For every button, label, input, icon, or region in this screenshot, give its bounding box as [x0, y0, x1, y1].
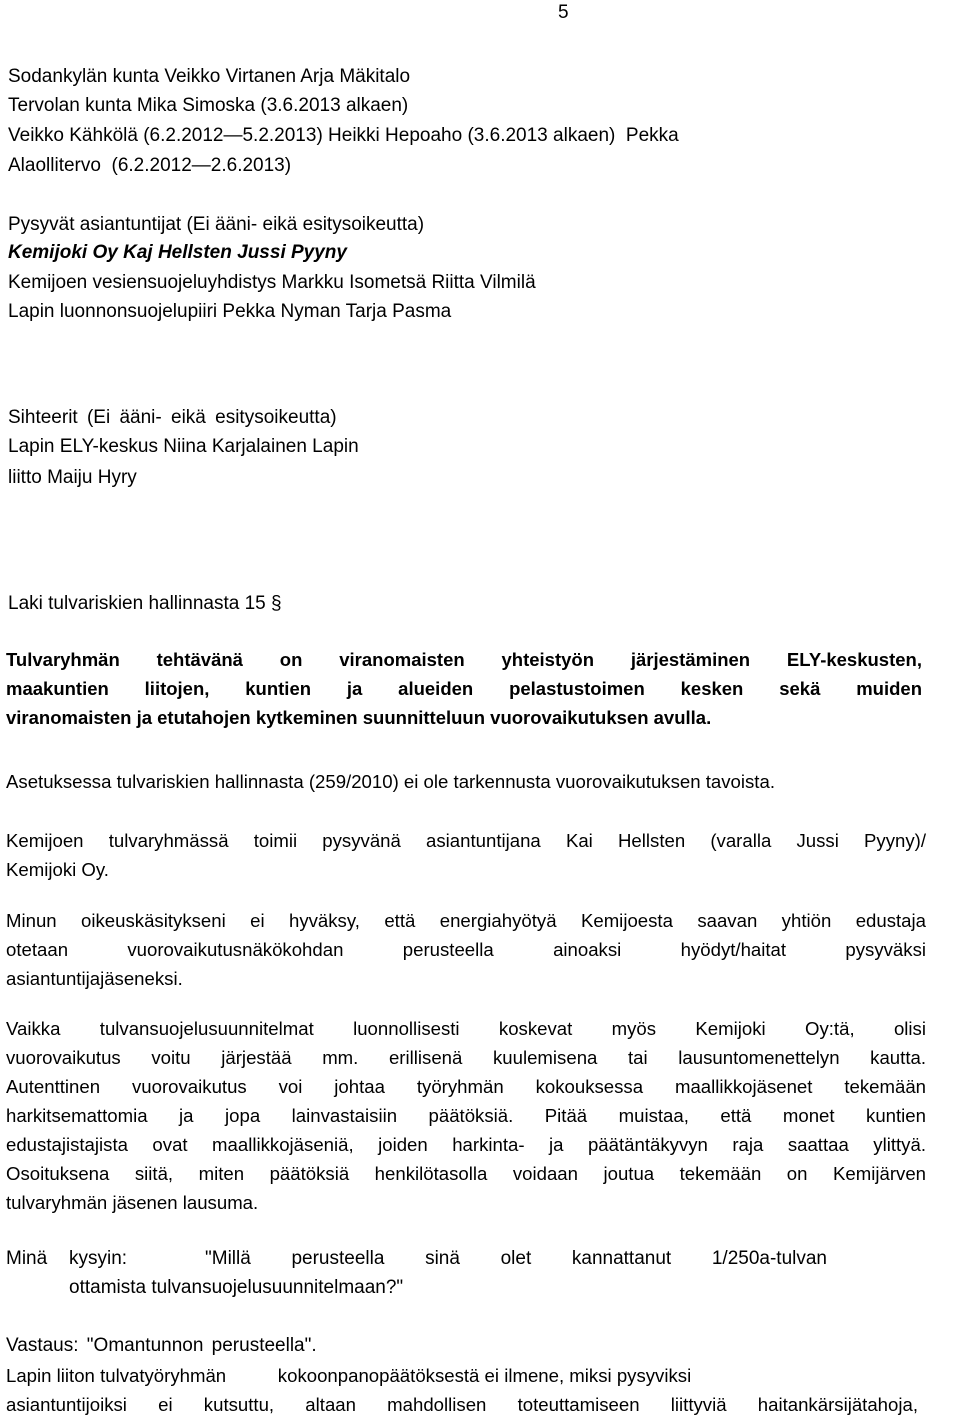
- secretaries-heading: Sihteerit (Ei ääni- eikä esitysoikeutta): [8, 407, 337, 428]
- vastaus: Vastaus: "Omantunnon perusteella".: [6, 1335, 317, 1356]
- paragraph-line: Osoituksena siitä, miten päätöksiä henkilötasolla voidaan joutua tekemään on Kemijärven: [6, 1163, 926, 1184]
- experts-vesiensuojelu: Kemijoen vesiensuojeluyhdistys Markku Isometsä Riitta Vilmilä: [8, 272, 536, 293]
- paragraph-line: Autenttinen vuorovaikutus voi johtaa työryhmän kokouksessa maallikkojäsenet tekemään: [6, 1076, 926, 1097]
- paragraph-line: vuorovaikutus voitu järjestää mm. erillisenä kuulemisena tai lausuntomenettelyn kautta.: [6, 1047, 926, 1068]
- mina-kysyin: kysyin:: [69, 1248, 128, 1269]
- paragraph-line: asiantuntijoiksi ei kutsuttu, altaan mahdollisen toteuttamiseen liittyviä haitankärsijätahoja,: [6, 1394, 918, 1415]
- paragraph-line: otetaan vuorovaikutusnäkökohdan perusteella ainoaksi hyödyt/haitat pysyväksi: [6, 939, 926, 960]
- kemijoen-paragraph: [6, 826, 926, 884]
- paragraph-line: Minun oikeuskäsitykseni ei hyväksy, että energiahyötyä Kemijoesta saavan yhtiön edustaja: [6, 910, 926, 931]
- members-line-4: Alaollitervo (6.2.2012—2.6.2013): [8, 155, 292, 176]
- law-text-line: maakuntien liitojen, kuntien ja alueiden pelastustoimen kesken sekä muiden: [6, 678, 922, 699]
- asetus-paragraph: Asetuksessa tulvariskien hallinnasta (259/2010) ei ole tarkennusta vuorovaikutuksen tavoista.: [6, 771, 775, 792]
- experts-luonnonsuojelu: Lapin luonnonsuojelupiiri Pekka Nyman Tarja Pasma: [8, 301, 452, 322]
- paragraph-line: Vaikka tulvansuojelusuunnitelmat luonnollisesti koskevat myös Kemijoki Oy:tä, olisi: [6, 1018, 926, 1039]
- paragraph-line: harkitsemattomia ja jopa lainvastaisiin päätöksiä. Pitää muistaa, että monet kuntien: [6, 1105, 926, 1126]
- law-text: [6, 645, 922, 732]
- secretaries-line-3: liitto Maiju Hyry: [8, 467, 137, 488]
- vaikka-paragraph: [6, 1014, 926, 1217]
- paragraph-line: Kemijoki Oy.: [6, 859, 109, 880]
- members-line-3: Veikko Kähkölä (6.2.2012—5.2.2013) Heikki Hepoaho (3.6.2013 alkaen) Pekka: [8, 125, 679, 146]
- law-text-line: viranomaisten ja etutahojen kytkeminen suunnitteluun vuorovaikutuksen avulla.: [6, 707, 712, 728]
- lapin-paragraph: [6, 1361, 918, 1419]
- experts-heading: Pysyvät asiantuntijat (Ei ääni- eikä esitysoikeutta): [8, 214, 425, 235]
- law-text-line: Tulvaryhmän tehtävänä on viranomaisten yhteistyön järjestäminen ELY-keskusten,: [6, 649, 922, 670]
- page-number: 5: [558, 2, 569, 23]
- paragraph-line: asiantuntijajäseneksi.: [6, 968, 183, 989]
- paragraph-line: tulvaryhmän jäsenen lausuma.: [6, 1192, 259, 1213]
- members-line-1: Sodankylän kunta Veikko Virtanen Arja Mäkitalo: [8, 66, 411, 87]
- experts-kemijoki: Kemijoki Oy Kaj Hellsten Jussi Pyyny: [8, 242, 347, 263]
- paragraph-line: Kemijoen tulvaryhmässä toimii pysyvänä asiantuntijana Kai Hellsten (varalla Jussi Pyyny)/: [6, 830, 926, 851]
- paragraph-line: Lapin liiton tulvatyöryhmän kokoonpanopäätöksestä ei ilmene, miksi pysyviksi: [6, 1365, 692, 1386]
- mina-question-line-2: ottamista tulvansuojelusuunnitelmaan?": [69, 1277, 404, 1298]
- secretaries-line-2: Lapin ELY-keskus Niina Karjalainen Lapin: [8, 436, 359, 457]
- mina-question-line-1: "Millä perusteella sinä olet kannattanut 1/250a-tulvan: [205, 1248, 827, 1269]
- mina-label: Minä: [6, 1248, 48, 1269]
- members-line-2: Tervolan kunta Mika Simoska (3.6.2013 alkaen): [8, 95, 409, 116]
- paragraph-line: edustajistajista ovat maallikkojäseniä, joiden harkinta- ja päätäntäkyvyn raja saattaa ylittyä.: [6, 1134, 926, 1155]
- minun-paragraph: [6, 906, 926, 993]
- law-reference: Laki tulvariskien hallinnasta 15 §: [8, 593, 282, 614]
